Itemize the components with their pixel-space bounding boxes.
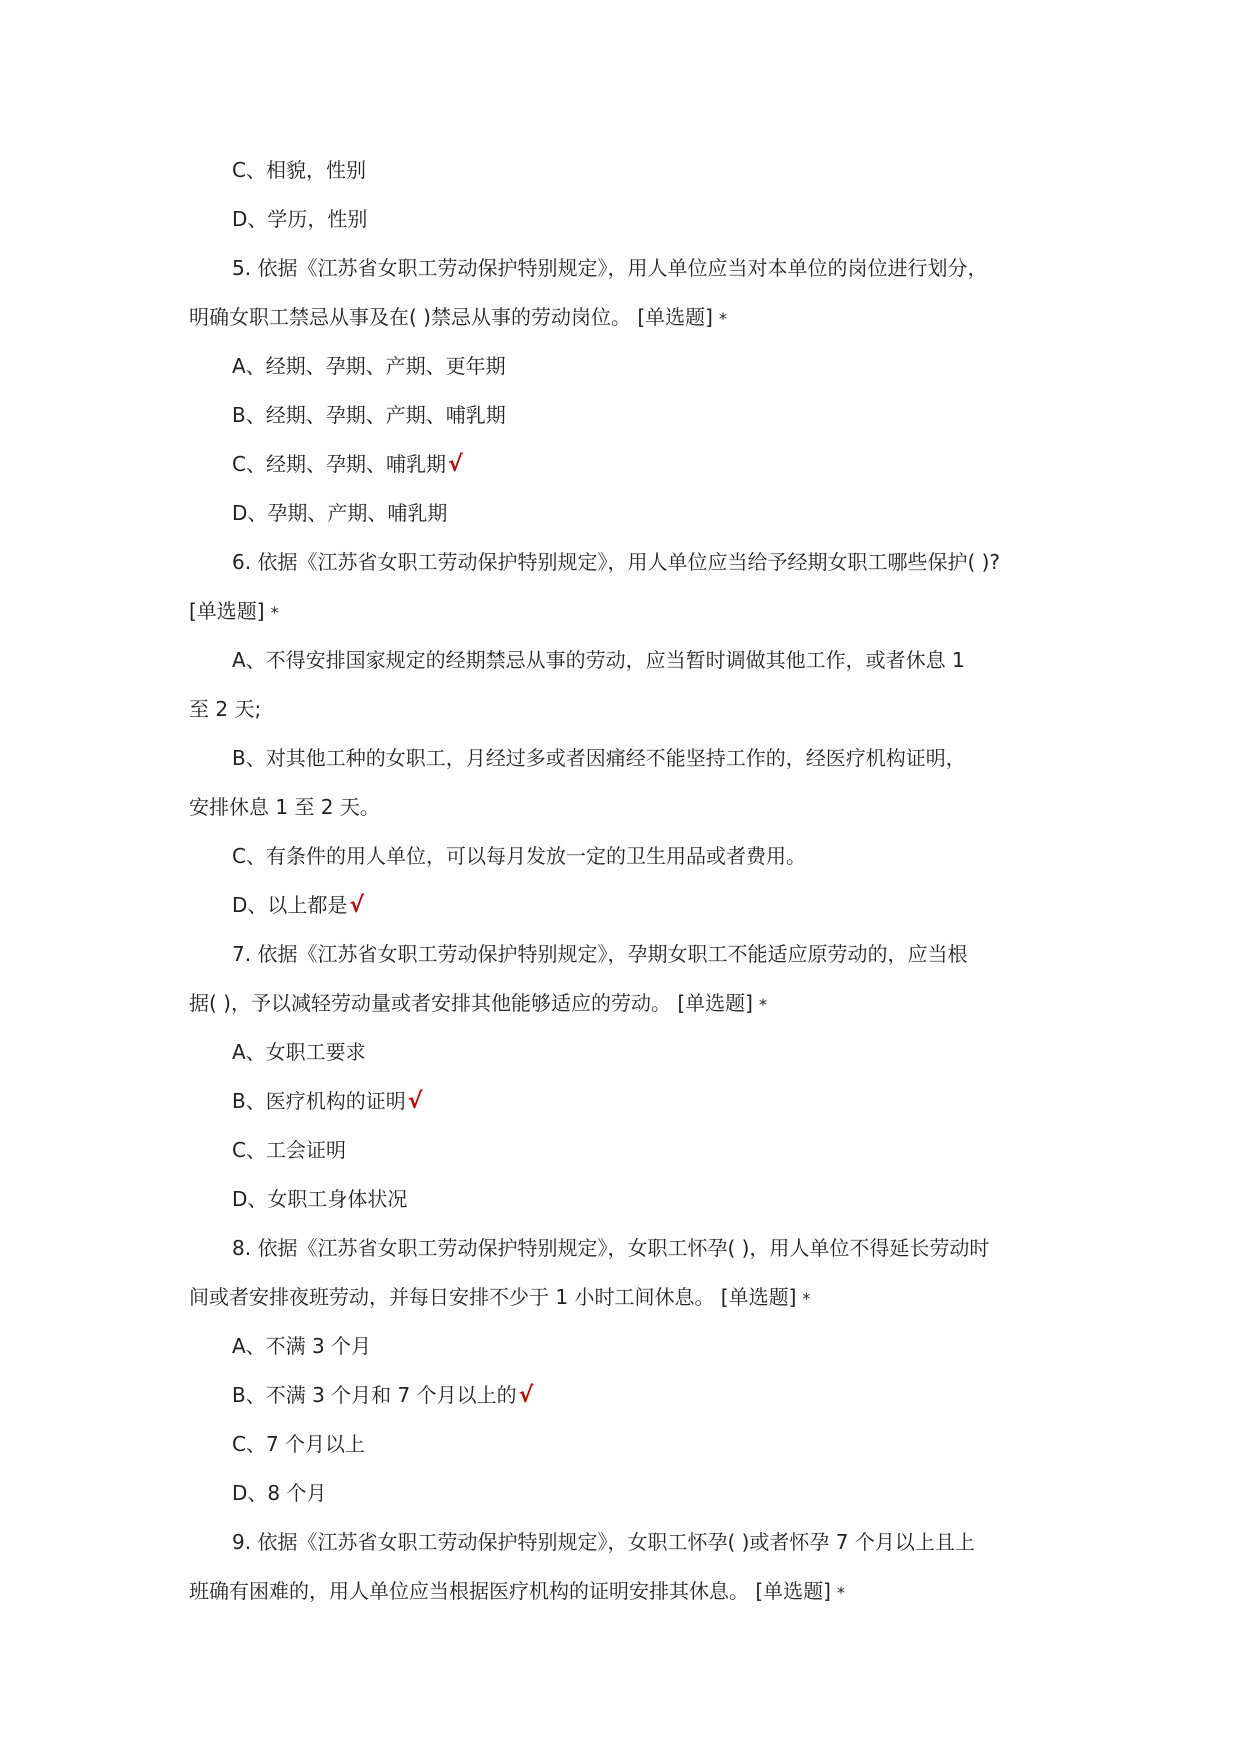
question-6-text-cont: [单选题] * [189,599,279,623]
question-9-text: 9. 依据《江苏省女职工劳动保护特别规定》，女职工怀孕( )或者怀孕 7 个月以上且上 [232,1530,975,1554]
correct-check-icon: √ [407,1089,423,1114]
correct-check-icon: √ [447,452,463,477]
option-q7-d: D、女职工身体状况 [232,1187,408,1211]
required-star: * [270,603,279,622]
option-q6-b-cont: 安排休息 1 至 2 天。 [189,795,380,819]
correct-check-icon: √ [518,1383,534,1408]
option-q8-c: C、7 个月以上 [232,1432,366,1456]
required-star: * [758,995,767,1014]
option-q6-a-cont: 至 2 天; [189,697,262,721]
option-q8-b: B、不满 3 个月和 7 个月以上的√ [232,1383,534,1408]
question-8-text: 8. 依据《江苏省女职工劳动保护特别规定》，女职工怀孕( )，用人单位不得延长劳动时 [232,1236,990,1260]
question-9-text-cont: 班确有困难的，用人单位应当根据医疗机构的证明安排其休息。 [单选题] * [189,1579,845,1603]
question-7-text: 7. 依据《江苏省女职工劳动保护特别规定》，孕期女职工不能适应原劳动的，应当根 [232,942,968,966]
option-q5-a: A、经期、孕期、产期、更年期 [232,354,506,378]
correct-check-icon: √ [349,893,365,918]
option-q8-d: D、8 个月 [232,1481,327,1505]
question-8-text-cont: 间或者安排夜班劳动，并每日安排不少于 1 小时工间休息。 [单选题] * [189,1285,811,1309]
option-q5-d: D、孕期、产期、哺乳期 [232,501,448,525]
required-star: * [718,309,727,328]
option-q5-b: B、经期、孕期、产期、哺乳期 [232,403,506,427]
option-q6-a: A、不得安排国家规定的经期禁忌从事的劳动，应当暂时调做其他工作，或者休息 1 [232,648,965,672]
option-q4-d: D、学历，性别 [232,207,368,231]
question-5-text-cont: 明确女职工禁忌从事及在( )禁忌从事的劳动岗位。 [单选题] * [189,305,727,329]
option-q4-c: C、相貌，性别 [232,158,366,182]
option-q8-a: A、不满 3 个月 [232,1334,372,1358]
option-q7-b: B、医疗机构的证明√ [232,1089,423,1114]
option-q6-b: B、对其他工种的女职工，月经过多或者因痛经不能坚持工作的，经医疗机构证明， [232,746,966,770]
question-6-text: 6. 依据《江苏省女职工劳动保护特别规定》，用人单位应当给予经期女职工哪些保护( )? [232,550,1001,574]
option-q6-d: D、以上都是√ [232,893,365,918]
option-q6-c: C、有条件的用人单位，可以每月发放一定的卫生用品或者费用。 [232,844,806,868]
question-5-text: 5. 依据《江苏省女职工劳动保护特别规定》，用人单位应当对本单位的岗位进行划分， [232,256,988,280]
option-q7-a: A、女职工要求 [232,1040,366,1064]
required-star: * [836,1583,845,1602]
option-q5-c: C、经期、孕期、哺乳期√ [232,452,463,477]
required-star: * [802,1289,811,1308]
question-7-text-cont: 据( )，予以减轻劳动量或者安排其他能够适应的劳动。 [单选题] * [189,991,767,1015]
option-q7-c: C、工会证明 [232,1138,346,1162]
